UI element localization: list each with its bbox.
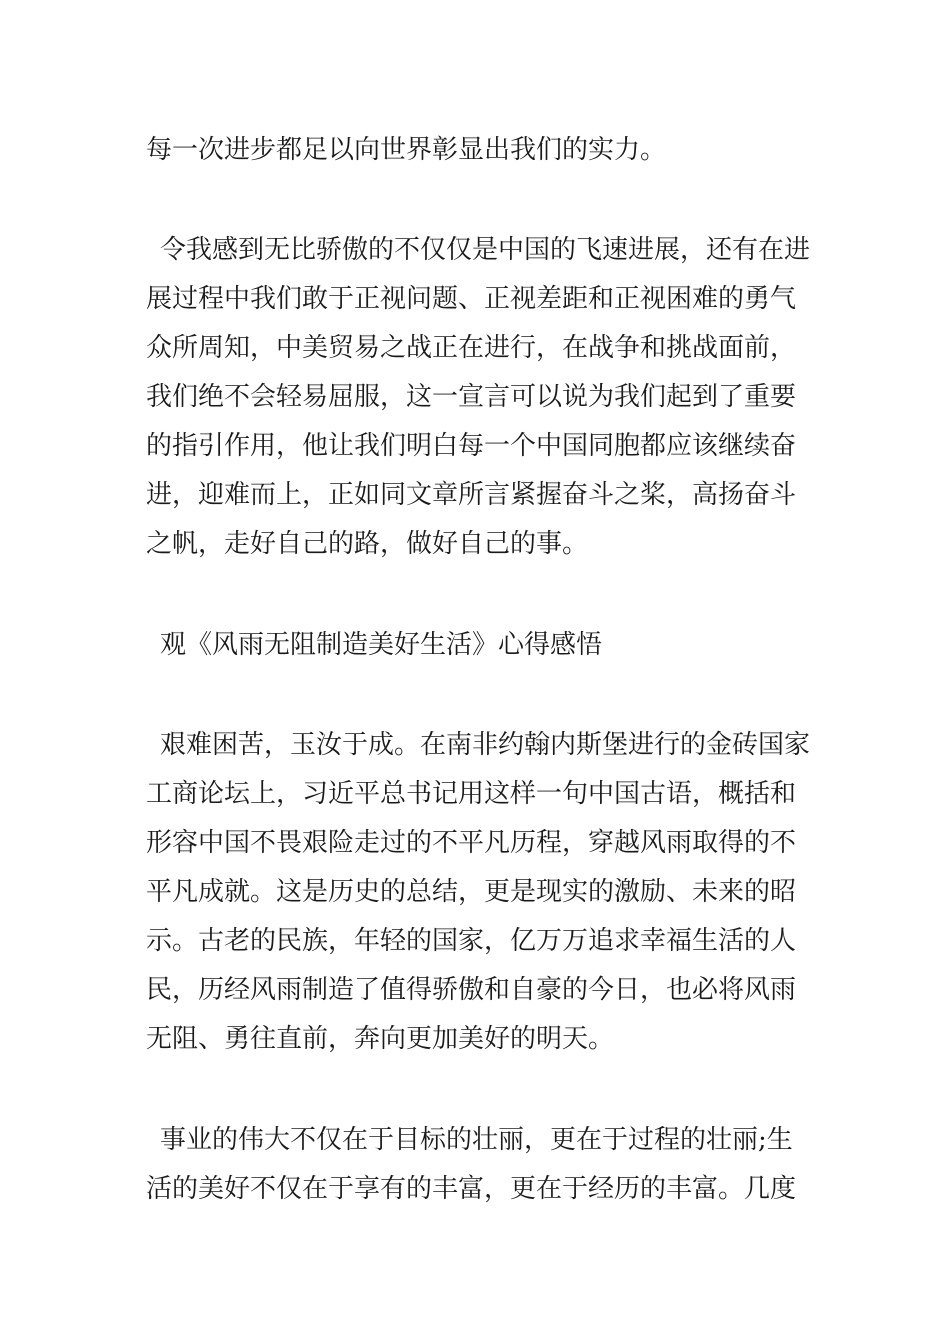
paragraph-first-line: 事业的伟大不仅在于目标的壮丽，更在于过程的壮丽;生 bbox=[160, 1125, 793, 1155]
text-line: 民，历经风雨制造了值得骄傲和自豪的今日，也必将风雨 bbox=[146, 975, 797, 1005]
text-line: 形容中国不畏艰险走过的不平凡历程，穿越风雨取得的不 bbox=[146, 828, 797, 858]
text-line: 示。古老的民族，年轻的国家，亿万万追求幸福生活的人 bbox=[146, 926, 797, 956]
text-line: 之帆，走好自己的路，做好自己的事。 bbox=[146, 529, 589, 559]
text-line: 的指引作用，他让我们明白每一个中国同胞都应该继续奋 bbox=[146, 431, 797, 461]
text-line: 活的美好不仅在于享有的丰富，更在于经历的丰富。几度 bbox=[146, 1174, 797, 1204]
text-line: 展过程中我们敢于正视问题、正视差距和正视困难的勇气 bbox=[146, 284, 797, 314]
text-line: 进，迎难而上，正如同文章所言紧握奋斗之桨，高扬奋斗 bbox=[146, 480, 797, 510]
paragraph-first-line: 令我感到无比骄傲的不仅仅是中国的飞速进展，还有在进 bbox=[160, 235, 811, 265]
text-line: 众所周知，中美贸易之战正在进行，在战争和挑战面前， bbox=[146, 333, 797, 363]
text-line: 平凡成就。这是历史的总结，更是现实的激励、未来的昭 bbox=[146, 877, 797, 907]
text-line: 工商论坛上，习近平总书记用这样一句中国古语，概括和 bbox=[146, 779, 797, 809]
text-line: 无阻、勇往直前，奔向更加美好的明天。 bbox=[146, 1024, 615, 1054]
text-line: 每一次进步都足以向世界彰显出我们的实力。 bbox=[146, 135, 667, 165]
text-line: 我们绝不会轻易屈服，这一宣言可以说为我们起到了重要 bbox=[146, 382, 797, 412]
paragraph-first-line: 艰难困苦，玉汝于成。在南非约翰内斯堡进行的金砖国家 bbox=[160, 730, 811, 760]
section-heading: 观《风雨无阻制造美好生活》心得感悟 bbox=[160, 630, 603, 660]
